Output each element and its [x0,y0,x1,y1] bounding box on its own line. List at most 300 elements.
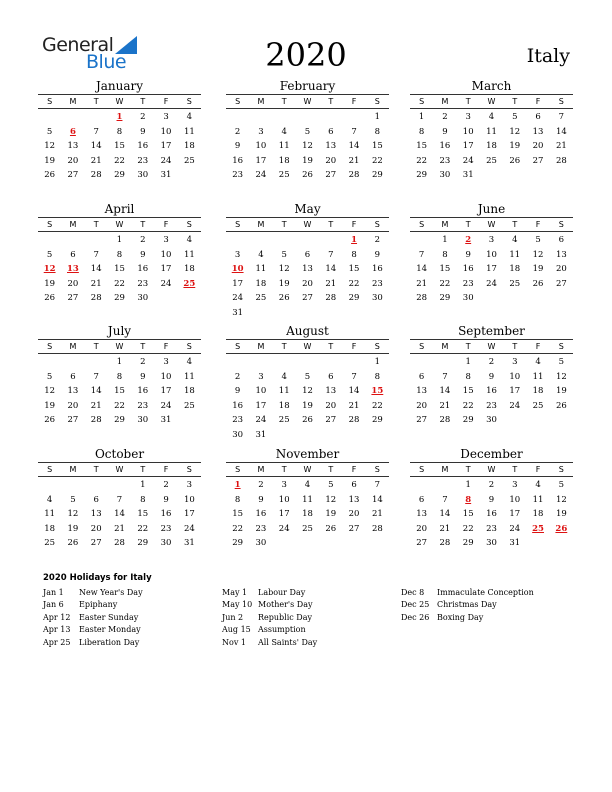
weekday-header [226,94,389,109]
holiday-name: Assumption [258,625,306,635]
day-cell: 18 [278,155,290,166]
day-cell: 12 [555,371,567,382]
day-cell: 27 [302,293,313,303]
weekday-label: F [163,342,169,351]
day-grid [38,110,201,183]
weekday-label: F [535,465,541,474]
day-cell: 25 [183,400,195,411]
day-cell: 8 [351,249,357,260]
day-cell: 24 [509,523,521,534]
day-cell: 7 [418,249,425,260]
weekday-label: T [328,97,334,106]
day-cell: 3 [258,126,264,137]
day-cell: 25 [183,155,195,166]
day-grid [410,355,573,428]
day-cell: 11 [302,494,313,505]
day-cell: 26 [278,293,290,303]
day-cell: 5 [46,249,53,260]
holiday-column [43,587,143,649]
month-title: November [275,447,340,461]
day-cell: 2 [442,112,448,122]
holiday-row [222,637,317,649]
weekday-label: T [512,220,518,229]
holiday-name: Boxing Day [437,612,484,622]
day-cell: 17 [462,141,474,151]
day-cell: 14 [90,264,102,274]
weekday-label: T [140,220,146,229]
day-cell: 8 [374,126,381,137]
empty-day-cell [61,478,84,493]
day-cell: 15 [232,509,244,519]
day-cell: 6 [70,371,76,382]
day-cell: 25 [44,538,56,548]
weekday-label: T [328,342,334,351]
day-cell: 31 [509,538,521,548]
holiday-date: May 1 [222,588,248,597]
month-june [410,202,573,306]
day-cell: 21 [371,509,383,519]
weekday-label: W [115,342,124,351]
holiday-row [222,587,317,599]
day-cell: 31 [160,170,172,180]
holiday-day-cell: 25 [532,523,544,534]
day-cell: 15 [114,264,125,274]
day-cell: 28 [90,415,102,425]
weekday-label: M [441,97,449,106]
day-cell: 12 [325,494,337,505]
month-september [410,324,573,428]
weekday-label: S [47,97,53,106]
holiday-date: Apr 12 [43,612,71,622]
day-cell: 3 [234,249,241,260]
day-cell: 21 [325,278,337,289]
weekday-header [226,217,389,232]
holiday-date: Jun 2 [222,612,244,622]
day-cell: 9 [140,126,146,137]
day-cell: 25 [255,293,267,303]
month-title: May [294,202,321,216]
empty-day-cell [273,355,296,370]
holiday-day-cell: 26 [555,523,568,534]
day-cell: 26 [44,170,56,180]
holiday-date: Dec 8 [401,588,425,597]
day-cell: 7 [351,371,357,382]
day-cell: 7 [351,126,357,137]
weekday-label: T [281,97,287,106]
day-cell: 5 [46,371,53,382]
day-cell: 10 [255,141,267,151]
holiday-name: Mother's Day [258,600,313,610]
day-cell: 3 [512,480,518,490]
month-title: March [471,79,512,93]
day-cell: 6 [70,249,76,260]
day-cell: 8 [116,249,123,260]
weekday-label: W [303,342,312,351]
day-cell: 2 [258,480,264,490]
weekday-label: M [69,220,77,229]
day-cell: 28 [555,155,567,166]
weekday-label: M [441,220,449,229]
weekday-label: T [512,342,518,351]
weekday-label: F [163,220,169,229]
weekday-label: S [374,220,380,229]
day-cell: 17 [160,386,172,396]
weekday-label: T [465,97,471,106]
day-cell: 21 [90,278,102,289]
holiday-row [43,587,143,599]
day-cell: 23 [486,523,497,534]
day-cell: 27 [416,415,428,425]
day-cell: 11 [183,249,195,260]
weekday-label: S [558,220,564,229]
day-cell: 6 [558,235,565,245]
day-cell: 19 [555,386,567,396]
weekday-label: W [115,220,124,229]
empty-day-cell [38,233,61,248]
month-title: September [458,324,525,338]
empty-day-cell [319,355,342,370]
day-cell: 9 [374,249,381,260]
day-cell: 13 [348,494,360,505]
day-cell: 7 [93,249,99,260]
holiday-row [222,612,317,624]
day-cell: 26 [509,155,521,166]
empty-day-cell [61,110,84,125]
day-cell: 19 [509,141,521,151]
day-cell: 18 [255,278,267,289]
day-cell: 2 [488,357,495,367]
day-cell: 23 [137,155,149,166]
day-cell: 5 [304,126,311,137]
day-cell: 4 [535,357,541,367]
day-cell: 3 [281,480,287,490]
day-cell: 6 [418,494,425,505]
day-cell: 22 [462,400,474,411]
holiday-row [401,599,534,611]
day-cell: 2 [234,371,241,382]
day-cell: 3 [163,357,169,367]
day-cell: 19 [44,278,56,289]
day-cell: 20 [416,400,428,411]
day-cell: 19 [302,155,313,166]
day-cell: 6 [535,112,541,122]
day-cell: 24 [255,170,267,180]
day-cell: 4 [186,235,193,245]
day-cell: 16 [255,509,267,519]
day-cell: 11 [183,371,195,382]
day-cell: 24 [160,155,172,166]
weekday-header [38,217,201,232]
holiday-name: Christmas Day [437,600,497,610]
day-cell: 23 [371,278,383,289]
day-cell: 22 [114,155,125,166]
day-cell: 15 [416,141,428,151]
day-cell: 22 [137,523,149,534]
day-cell: 6 [328,371,334,382]
day-cell: 30 [137,170,149,180]
day-cell: 16 [486,386,497,396]
empty-day-cell [85,478,108,493]
day-cell: 12 [509,126,521,137]
day-cell: 24 [183,523,195,534]
day-cell: 2 [488,480,495,490]
weekday-label: T [140,97,146,106]
day-cell: 10 [486,249,497,260]
day-cell: 11 [532,371,544,382]
day-cell: 4 [186,357,193,367]
weekday-label: S [558,465,564,474]
month-january [38,79,201,183]
day-cell: 1 [418,112,425,122]
day-cell: 30 [486,415,497,425]
holiday-day-cell: 15 [371,386,384,396]
weekday-label: T [512,465,518,474]
weekday-header [410,462,573,477]
empty-day-cell [296,233,319,248]
day-cell: 5 [328,480,334,490]
day-cell: 28 [90,293,102,303]
empty-day-cell [342,110,365,125]
day-cell: 28 [114,538,125,548]
holiday-day-cell: 12 [43,264,56,274]
weekday-label: T [465,465,471,474]
empty-day-cell [249,355,272,370]
day-cell: 16 [137,141,149,151]
day-cell: 4 [186,112,193,122]
day-cell: 19 [44,155,56,166]
day-cell: 16 [232,400,244,411]
day-cell: 2 [140,112,146,122]
day-cell: 19 [555,509,567,519]
day-cell: 24 [486,278,497,289]
day-cell: 5 [512,112,518,122]
day-cell: 1 [116,235,123,245]
day-cell: 29 [371,415,383,425]
day-cell: 27 [325,415,337,425]
weekday-header [38,462,201,477]
day-cell: 7 [374,480,381,490]
day-cell: 6 [304,249,311,260]
weekday-label: F [535,220,541,229]
day-cell: 20 [348,509,360,519]
day-cell: 7 [442,371,448,382]
day-cell: 1 [116,357,123,367]
day-cell: 18 [278,400,290,411]
day-cell: 13 [416,509,428,519]
day-cell: 12 [44,386,56,396]
weekday-label: M [69,97,77,106]
holiday-name: Easter Sunday [79,612,139,622]
day-cell: 23 [232,415,244,425]
day-cell: 18 [486,141,497,151]
day-cell: 14 [90,141,102,151]
day-cell: 11 [532,494,544,505]
day-cell: 7 [442,494,448,505]
day-cell: 6 [418,371,425,382]
day-grid [226,110,389,183]
weekday-label: F [163,465,169,474]
day-cell: 14 [416,264,428,274]
day-cell: 8 [374,371,381,382]
day-cell: 10 [183,494,195,505]
holiday-day-cell: 13 [67,264,79,274]
day-cell: 13 [67,141,79,151]
day-cell: 1 [140,480,146,490]
day-cell: 19 [67,523,79,534]
day-cell: 27 [416,538,428,548]
day-grid [38,233,201,306]
day-cell: 16 [137,264,149,274]
day-cell: 11 [486,126,497,137]
weekday-label: T [140,342,146,351]
holidays-title: 2020 Holidays for Italy [43,573,152,583]
day-cell: 22 [462,523,474,534]
day-cell: 6 [328,126,334,137]
day-cell: 7 [116,494,123,505]
day-cell: 26 [302,170,313,180]
day-cell: 20 [555,264,567,274]
day-cell: 24 [232,293,244,303]
weekday-label: W [115,97,124,106]
day-cell: 29 [462,538,474,548]
month-title: August [286,324,329,338]
weekday-header [410,217,573,232]
day-cell: 20 [90,523,102,534]
day-cell: 28 [439,415,451,425]
day-cell: 10 [278,494,290,505]
empty-day-cell [85,233,108,248]
day-cell: 9 [258,494,264,505]
day-cell: 23 [486,400,497,411]
weekday-label: F [351,97,357,106]
day-cell: 10 [160,126,172,137]
day-cell: 25 [278,170,290,180]
weekday-label: S [186,97,192,106]
day-cell: 18 [183,386,195,396]
day-cell: 3 [186,480,193,490]
holiday-name: New Year's Day [79,588,143,597]
day-cell: 19 [302,400,313,411]
empty-day-cell [296,355,319,370]
empty-day-cell [38,355,61,370]
day-cell: 30 [232,429,244,440]
holiday-row [401,612,534,624]
day-cell: 16 [371,264,383,274]
day-cell: 23 [462,278,474,289]
day-cell: 14 [325,264,337,274]
day-grid [226,478,389,551]
empty-day-cell [273,233,296,248]
weekday-label: T [93,342,99,351]
day-cell: 6 [93,494,99,505]
day-cell: 9 [234,386,241,396]
day-cell: 7 [328,249,334,260]
day-cell: 29 [232,538,244,548]
day-cell: 25 [302,523,313,534]
day-cell: 8 [116,371,123,382]
empty-day-cell [61,355,84,370]
weekday-label: M [69,342,77,351]
weekday-label: S [47,342,53,351]
day-cell: 4 [512,235,518,245]
day-cell: 30 [462,293,474,303]
day-cell: 22 [439,278,451,289]
day-cell: 28 [348,170,360,180]
day-cell: 2 [163,480,169,490]
weekday-label: S [374,465,380,474]
day-cell: 4 [258,249,264,260]
day-cell: 5 [535,235,541,245]
day-cell: 14 [439,509,451,519]
day-cell: 1 [465,480,471,490]
day-cell: 26 [44,293,56,303]
day-cell: 31 [183,538,195,548]
holiday-row [401,587,534,599]
weekday-label: S [47,220,53,229]
day-cell: 9 [488,494,495,505]
day-cell: 5 [304,371,311,382]
holiday-name: Liberation Day [79,637,140,647]
day-cell: 20 [416,523,428,534]
weekday-label: S [235,465,241,474]
month-title: July [107,324,132,338]
day-cell: 8 [140,494,146,505]
day-cell: 14 [348,386,360,396]
weekday-label: M [257,220,265,229]
day-cell: 29 [416,170,428,180]
holiday-day-cell: 8 [465,494,472,505]
day-cell: 30 [137,293,149,303]
weekday-header [410,339,573,354]
weekday-header [226,462,389,477]
day-cell: 17 [232,278,244,289]
day-cell: 26 [302,415,313,425]
day-cell: 13 [532,126,544,137]
day-cell: 11 [278,386,290,396]
day-cell: 21 [439,400,451,411]
day-cell: 27 [348,523,360,534]
day-cell: 30 [255,538,267,548]
weekday-label: T [465,220,471,229]
day-cell: 4 [281,371,287,382]
day-cell: 20 [67,400,79,411]
day-cell: 23 [137,400,149,411]
weekday-label: S [419,342,425,351]
day-cell: 25 [532,400,544,411]
day-cell: 27 [67,293,79,303]
weekday-label: F [351,342,357,351]
empty-day-cell [410,233,433,248]
holiday-day-cell: 25 [183,278,196,289]
day-cell: 3 [488,235,495,245]
day-cell: 17 [486,264,497,274]
day-grid [38,478,201,551]
day-cell: 29 [439,293,451,303]
holiday-date: Jan 6 [43,600,64,610]
day-cell: 24 [462,155,474,166]
holiday-name: Labour Day [258,588,306,597]
day-cell: 5 [558,357,565,367]
day-cell: 8 [465,371,471,382]
day-cell: 11 [509,249,521,260]
empty-day-cell [38,110,61,125]
weekday-label: M [257,342,265,351]
weekday-label: S [374,97,380,106]
day-cell: 3 [512,357,518,367]
weekday-label: T [93,220,99,229]
weekday-label: W [487,220,496,229]
day-cell: 20 [67,155,79,166]
